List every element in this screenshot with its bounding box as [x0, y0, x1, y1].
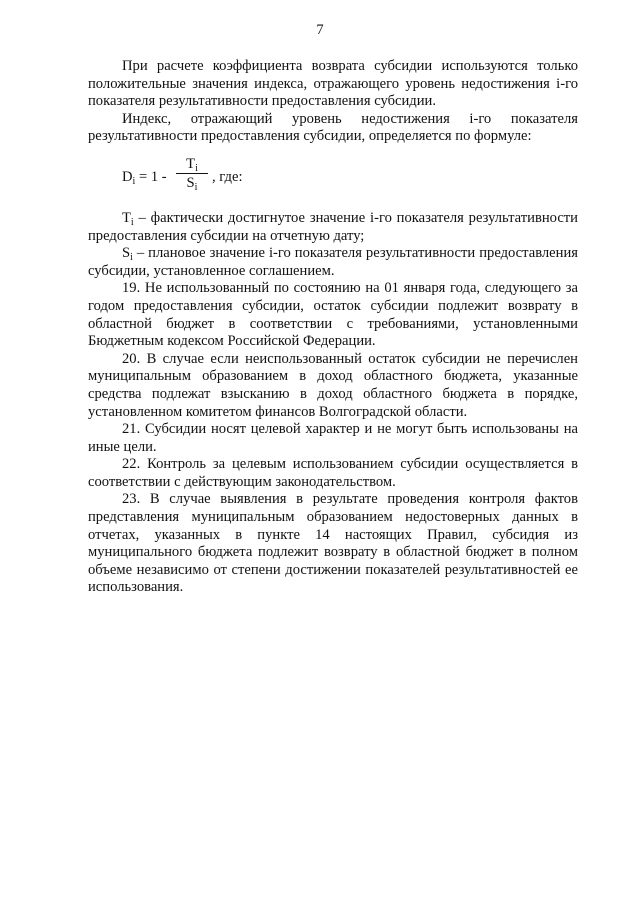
definition-t-var: T: [122, 209, 131, 226]
definition-t-text: – фактически достигнутое значение i-го показателя результативности предоставления субсидии на отчетную дату;: [88, 209, 578, 244]
formula-denominator: [174, 175, 210, 191]
page-number: 7: [316, 22, 324, 38]
document-body: [88, 58, 578, 597]
formula-fraction: [174, 156, 210, 191]
clause-19: 19. Не использованный по состоянию на 01 января года, следующего за годом предоставления субсидии, остаток субсидии подлежит возврату в областной бюджет в соответствии с требованиями, установленными Бюджетным кодексом Российской Федерации.: [88, 280, 578, 350]
paragraph-index-definition: Индекс, отражающий уровень недостижения i-го показателя результативности предоставления субсидии, определяется по формуле:: [88, 110, 578, 145]
paragraph-positive-values: При расчете коэффициента возврата субсидии используются только положительные значения индекса, отражающего уровень недостижения i-го показателя результативности предоставления субсидии.: [88, 58, 578, 110]
definition-s-var: S: [122, 245, 131, 262]
definition-t: [88, 210, 578, 245]
clause-21: 21. Субсидии носят целевой характер и не могут быть использованы на иные цели.: [88, 421, 578, 455]
clause-20: 20. В случае если неиспользованный остаток субсидии не перечислен муниципальным образованием в доход областного бюджета, указанные средства подлежат взысканию в доход областного бюджета в порядке, установленном комитетом финансов Волгоградской области.: [88, 350, 578, 420]
definition-s-sub: i: [130, 252, 133, 264]
formula-lhs: [122, 169, 167, 187]
formula-index: [88, 154, 578, 204]
formula-lhs-var: D: [122, 168, 133, 185]
formula-lhs-rest: = 1 -: [135, 168, 167, 185]
formula-den-var: S: [186, 174, 195, 191]
formula-numerator: [174, 156, 210, 172]
clause-22: 22. Контроль за целевым использованием субсидии осуществляется в соответствии с действующим законодательством.: [88, 456, 578, 490]
formula-num-var: T: [186, 155, 196, 172]
formula-num-sub: i: [195, 162, 198, 174]
formula-tail: , где:: [212, 168, 243, 185]
formula-lhs-sub: i: [132, 175, 136, 187]
fraction-bar: [176, 173, 208, 174]
definition-t-sub: i: [130, 216, 134, 228]
clause-23: 23. В случае выявления в результате проведения контроля фактов представления муниципальным образованием недостоверных данных в отчетах, указанных в пункте 14 настоящих Правил, субсидия из муниципального бюджета подлежит возврату в областной бюджет в полном объеме независимо от степени достижении показателей результативностей ее использования.: [88, 491, 578, 596]
definition-s-text: – плановое значение i-го показателя результативности предоставления субсидии, установленное соглашением.: [88, 245, 578, 279]
formula-den-sub: i: [194, 181, 198, 193]
definition-s: [88, 245, 578, 280]
